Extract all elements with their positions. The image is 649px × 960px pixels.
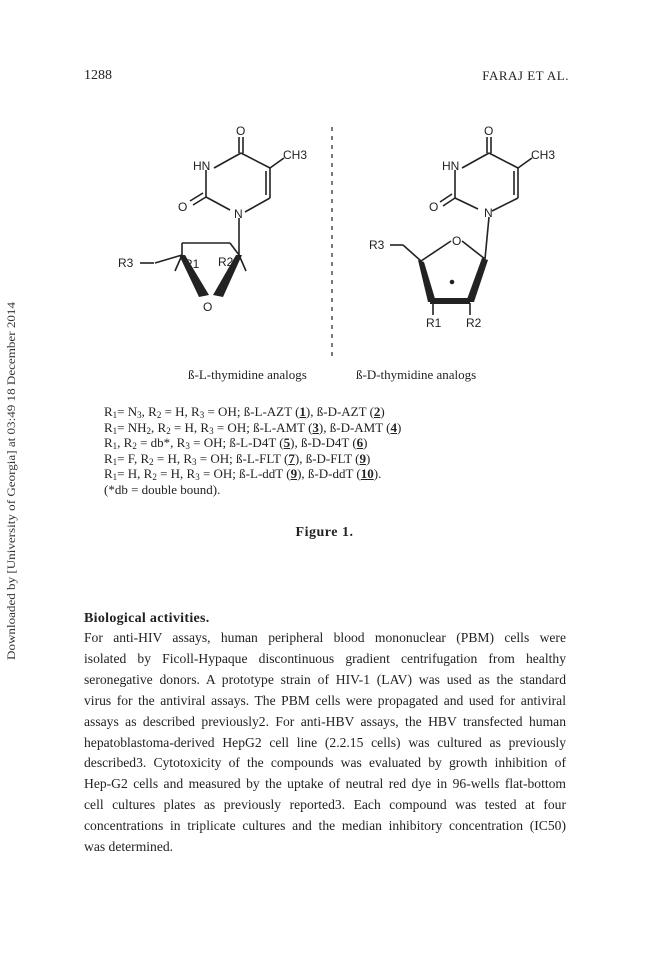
body-line: seronegative donors. A prototype strain of HIV-1 (LAV) was used as the standard [84, 671, 566, 687]
legend-footnote: (*db = double bound). [104, 481, 221, 497]
nitrogen-label: N [484, 206, 493, 220]
body-line: Hep-G2 cells and measured by the uptake of neutral red dye in 96-wells flat-bottom [84, 776, 566, 792]
hn-label: HN [442, 159, 460, 173]
oxygen-label: O [452, 234, 462, 248]
section-title: Biological activities. [84, 611, 210, 626]
oxygen-label: O [429, 200, 439, 214]
body-line: was determined. [84, 839, 174, 855]
r1-label: R1 [426, 316, 442, 330]
body-line: concentrations in triplicate cultures and the median inhibitory concentration (IC50) [84, 818, 566, 834]
figure-structures [100, 105, 556, 390]
body-line: cell cultures plates as previously reported3. Each compound was tested at four [84, 797, 566, 813]
body-line: hepatoblastoma-derived HepG2 cell line (2.2.15 cells) was cultured as previously [84, 734, 566, 750]
r2-label: R2 [466, 316, 482, 330]
body-paragraph [84, 628, 566, 858]
hn-label: HN [193, 159, 211, 173]
body-line: assays as described previously2. For anti-HBV assays, the HBV transfected human [84, 713, 566, 729]
methyl-label: CH3 [283, 148, 308, 162]
r2-label: R2 [218, 255, 234, 269]
oxygen-label: O [236, 124, 246, 138]
beta-d-structure [390, 137, 532, 315]
legend-line: $R_1= NH_2$, $R_2 = H$, $R_3$ = OH; ß-L-AMT (3), ß-D-AMT (4) [104, 419, 402, 436]
nitrogen-label: N [234, 207, 243, 221]
r1-label: R1 [184, 257, 200, 271]
caption-beta-d: ß-D-thymidine analogs [356, 367, 477, 382]
figure-label: Figure 1. [295, 525, 354, 540]
download-watermark [3, 300, 19, 660]
download-watermark-text: Downloaded by [University of Georgia] at 03:49 18 December 2014 [6, 345, 18, 660]
methyl-label: CH3 [531, 148, 556, 162]
body-line: described3. Cytotoxicity of the compounds was evaluated by growth inhibition of [84, 755, 566, 771]
page-number: 1288 [84, 68, 112, 83]
oxygen-label: O [178, 200, 188, 214]
beta-l-structure [140, 137, 284, 297]
caption-beta-l: ß-L-thymidine analogs [188, 367, 307, 382]
oxygen-label: O [203, 300, 213, 314]
legend-line: $R_1$, $R_2 = db*$, $R_3$ = OH; ß-L-D4T (5), ß-D-D4T (6) [104, 435, 368, 452]
body-line: virus for the antiviral assays. The PBM cells were propagated and used for antiviral [84, 692, 566, 708]
body-line: isolated by Ficoll-Hypaque discontinuous gradient centrifugation from healthy [84, 650, 566, 666]
body-line: For anti-HIV assays, human peripheral blood mononuclear (PBM) cells were [84, 630, 566, 645]
r3-label: R3 [118, 256, 134, 270]
r3-label: R3 [369, 238, 385, 252]
legend-line: $R_1= N_3$, $R_2 = H$, $R_3$ = OH; ß-L-AZT (1), ß-D-AZT (2) [104, 404, 385, 420]
substituent-legend [104, 404, 524, 498]
oxygen-label: O [484, 124, 494, 138]
legend-line: $R_1= F$, $R_2 = H$, $R_3$ = OH; ß-L-FLT (7), ß-D-FLT (9) [104, 450, 371, 467]
legend-line: $R_1= H$, $R_2 = H$, $R_3$ = OH; ß-L-ddT (9), ß-D-ddT (10). [104, 466, 382, 483]
running-head: FARAJ ET AL. [482, 68, 569, 83]
